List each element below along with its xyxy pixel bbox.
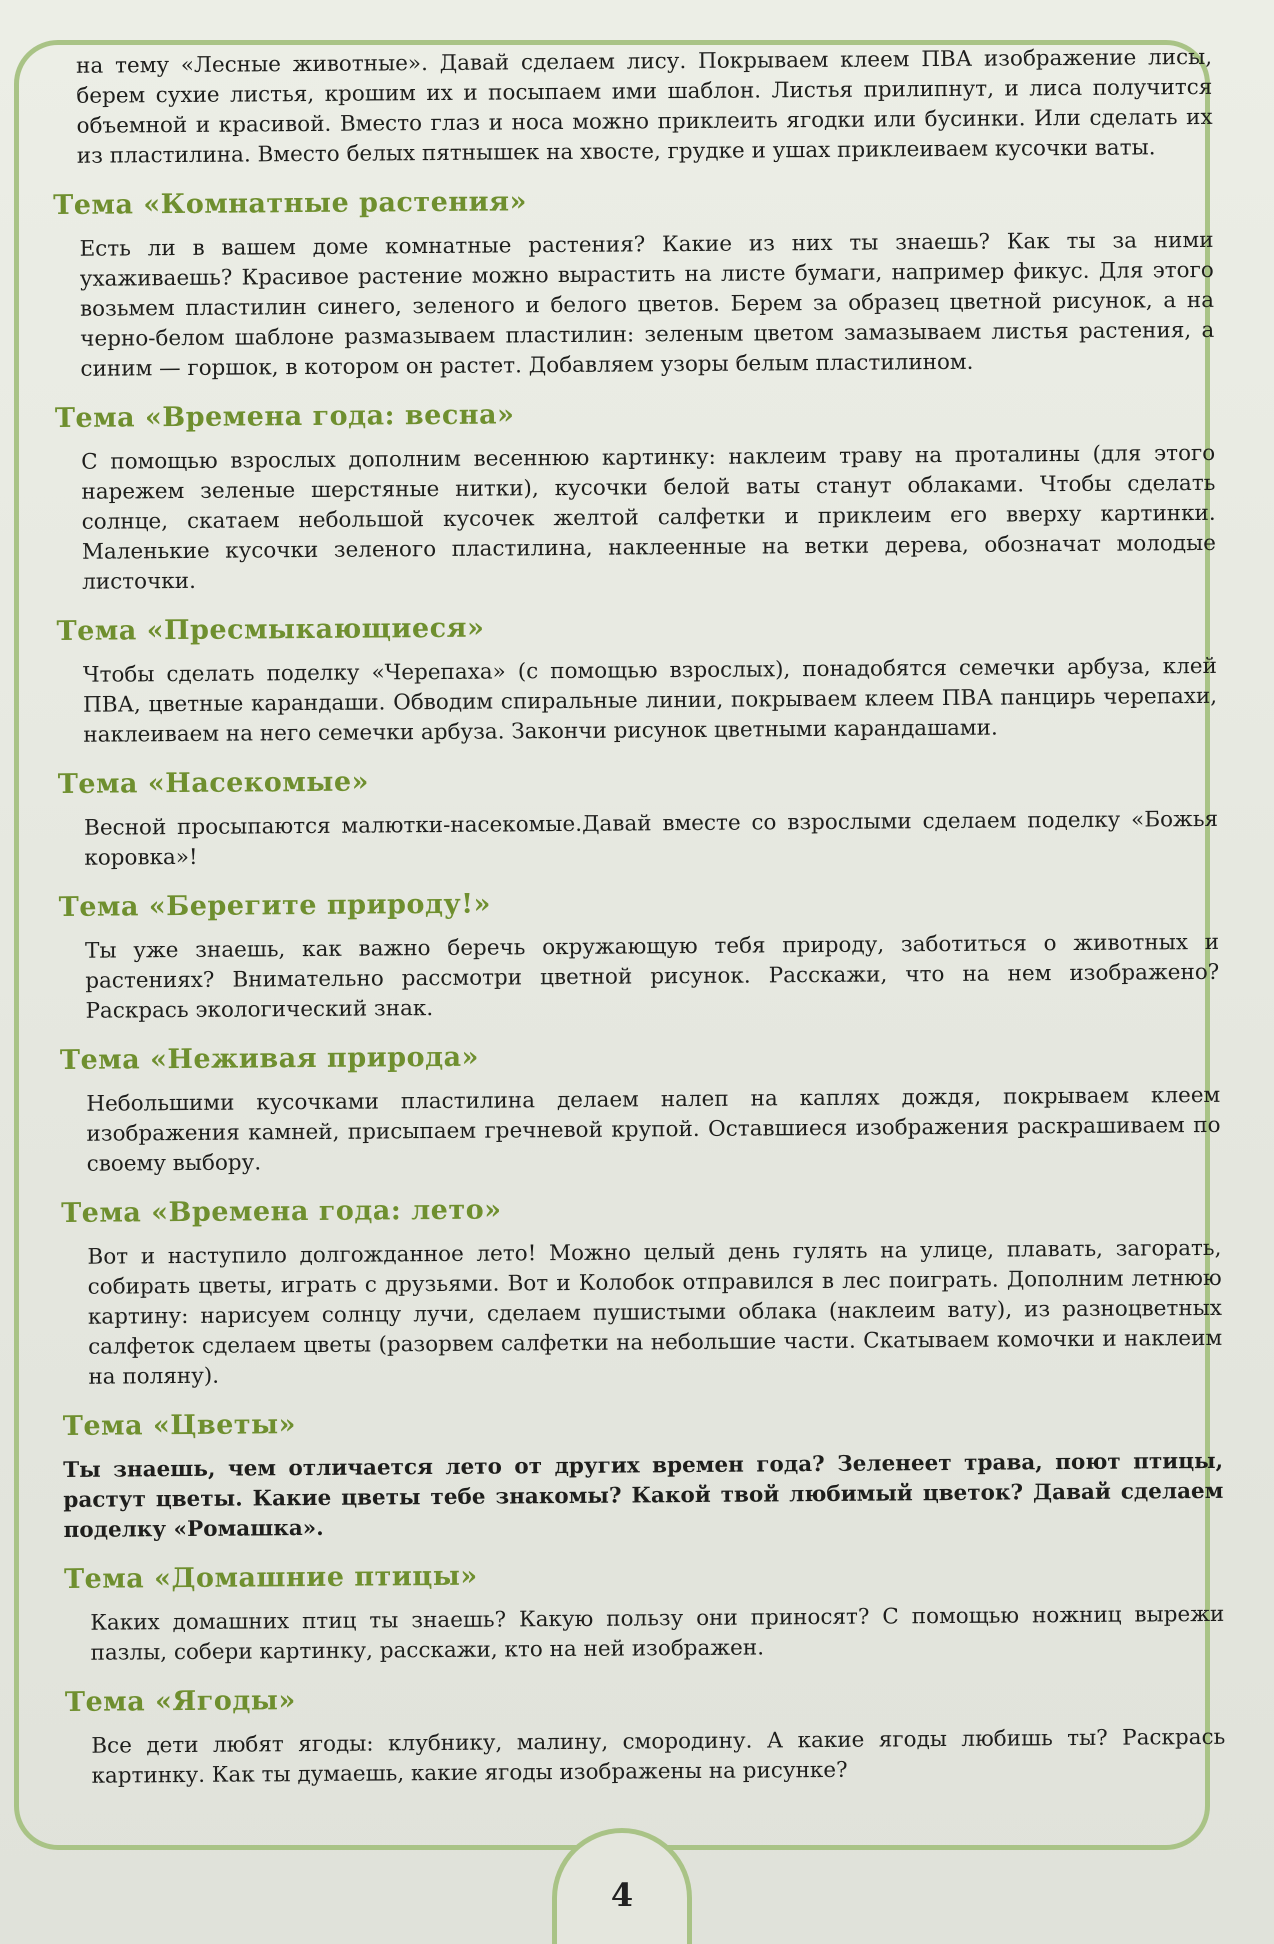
intro-paragraph: на тему «Лесные животные». Давай сделаем лису. Покрываем клеем ПВА изображение лисы, берем сухие листья, крошим их и посыпаем ими шаблон. Листья прилипнут, и лиса получится объемной и красивой. Вместо глаз и носа можно приклеить ягодки или бусинки. Или сделать их из пластилина. Вместо белых пятнышек на хвосте, грудке и ушах приклеиваем кусочки ваты.	[76, 44, 1213, 169]
section-heading: Тема «Берегите природу!»	[58, 888, 492, 923]
section-insects	[58, 760, 1219, 874]
section-text: Ты знаешь, чем отличается лето от других времен года? Зеленеет трава, поют птицы, растут цветы. Какие цветы тебе знакомы? Какой твой любимый цветок? Давай сделаем поделку «Ромашка».	[63, 1448, 1224, 1543]
section-text: Каких домашних птиц ты знаешь? Какую пользу они приносят? С помощью ножниц вырежи пазлы, собери картинку, расскажи, кто на ней изображен.	[90, 1601, 1225, 1666]
section-inanimate-nature	[60, 1036, 1221, 1180]
section-text: С помощью взрослых дополним весеннюю картинку: наклеим траву на проталины (для этого нарежем зеленые шерстяные нитки), кусочки белой ваты станут облаками. Чтобы сделать солнце, скатаем небольшой кусочек желтой салфетки и приклеим его вверху картинки. Маленькие кусочки зеленого пластилина, наклеенные на ветки дерева, обозначат молодые листочки.	[81, 440, 1216, 595]
section-reptiles	[56, 607, 1217, 751]
section-heading: Тема «Насекомые»	[57, 766, 370, 800]
section-text: Небольшими кусочками пластилина делаем налеп на каплях дождя, покрываем клеем изображения камней, присыпаем гречневой крупой. Оставшиеся изображения раскрашиваем по своему выбору.	[86, 1082, 1221, 1177]
section-text: Весной просыпаются малютки-насекомые.Давай вместе со взрослыми сделаем поделку «Божья коровка»!	[83, 806, 1219, 871]
section-berries	[65, 1678, 1226, 1792]
section-heading: Тема «Комнатные растения»	[53, 186, 528, 221]
section-spring	[55, 394, 1216, 598]
section-houseplants	[53, 181, 1214, 385]
section-poultry	[64, 1555, 1225, 1669]
section-flowers	[63, 1402, 1224, 1546]
section-text: Чтобы сделать поделку «Черепаха» (с помощью взрослых), понадобятся семечки арбуза, клей ПВА, цветные карандаши. Обводим спиральные линии, покрываем клеем ПВА панцирь черепахи, наклеиваем на него семечки арбуза. Закончи рисунок цветными карандашами.	[82, 653, 1218, 748]
page-number: 4	[610, 1876, 634, 1914]
section-text: Ты уже знаешь, как важно беречь окружающую тебя природу, заботиться о животных и растениях? Внимательно рассмотри цветной рисунок. Расскажи, что на нем изображено? Раскрась экологический знак.	[84, 929, 1220, 1024]
section-heading: Тема «Неживая природа»	[59, 1041, 480, 1076]
section-heading: Тема «Времена года: лето»	[61, 1194, 502, 1229]
section-heading: Тема «Пресмыкающиеся»	[56, 612, 485, 647]
section-protect-nature	[59, 883, 1220, 1027]
section-text: Все дети любят ягоды: клубнику, малину, смородину. А какие ягоды любишь ты? Раскрась картинку. Как ты думаешь, какие ягоды изображены на рисунке?	[91, 1724, 1226, 1789]
section-text: Вот и наступило долгожданное лето! Можно целый день гулять на улице, плавать, загорать, собирать цветы, играть с друзьями. Вот и Колобок отправился в лес поиграть. Дополним летнюю картину: нарисуем солнцу лучи, сделаем пушистыми облака (наклеим вату), из разноцветных салфеток сделаем цветы (разорвем салфетки на небольшие части. Скатываем комочки и наклеим на поляну).	[87, 1235, 1223, 1390]
section-heading: Тема «Домашние птицы»	[63, 1560, 478, 1595]
section-summer	[61, 1189, 1222, 1393]
section-heading: Тема «Времена года: весна»	[54, 399, 515, 434]
section-text: Есть ли в вашем доме комнатные растения? Какие из них ты знаешь? Как ты за ними ухаживаешь? Красивое растение можно вырастить на листе бумаги, например фикус. Для этого возьмем пластилин синего, зеленого и белого цветов. Берем за образец цветной рисунок, а на черно-белом шаблоне размазываем пластилин: зеленым цветом замазываем листья растения, а синим — горшок, в котором он растет. Добавляем узоры белым пластилином.	[79, 227, 1215, 382]
section-heading: Тема «Цветы»	[62, 1409, 297, 1442]
page-content	[52, 43, 1226, 1792]
section-heading: Тема «Ягоды»	[64, 1685, 296, 1718]
